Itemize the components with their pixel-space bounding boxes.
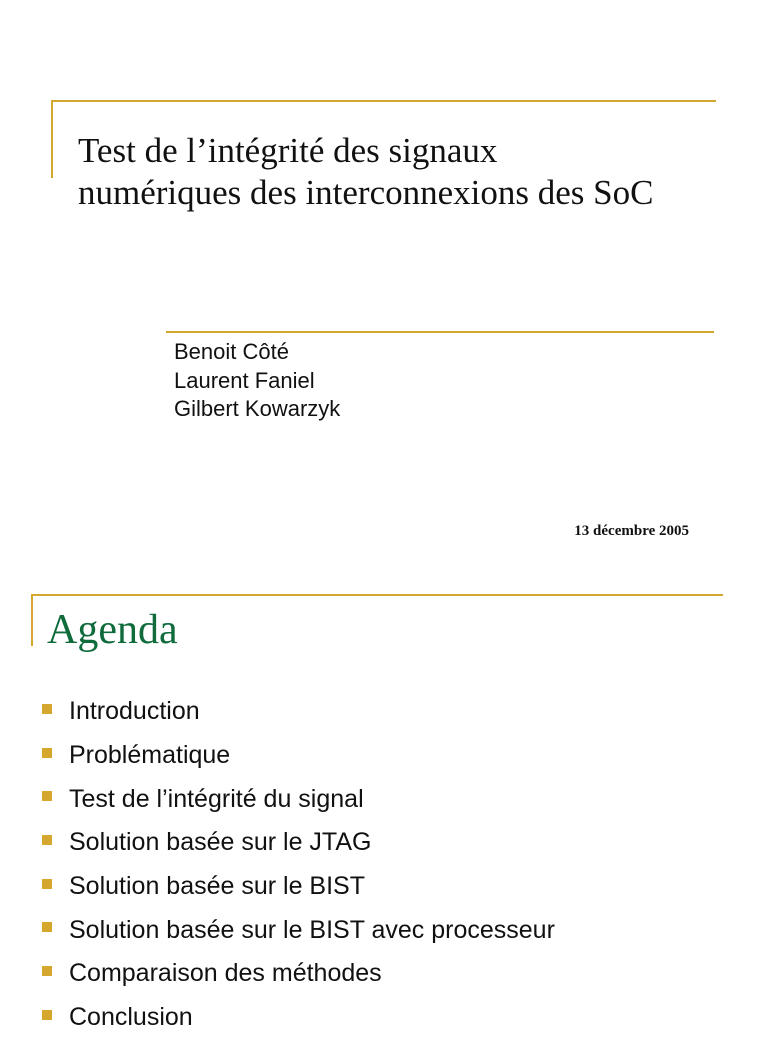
square-bullet-icon [42, 748, 52, 758]
agenda-item-comparaison [42, 952, 742, 996]
agenda-item-label: Solution basée sur le BIST [69, 872, 365, 901]
agenda-item-label: Conclusion [69, 1003, 193, 1032]
square-bullet-icon [42, 922, 52, 932]
square-bullet-icon [42, 835, 52, 845]
author-name: Laurent Faniel [174, 367, 315, 393]
author-name: Gilbert Kowarzyk [174, 396, 341, 421]
author-name: Benoit Côté [174, 339, 289, 364]
agenda-item-problematique [42, 734, 742, 778]
agenda-slide [0, 580, 768, 1032]
agenda-item-label: Problématique [69, 741, 231, 770]
agenda-frame-top-rule [32, 594, 723, 596]
agenda-item-label: Solution basée sur le JTAG [69, 828, 372, 857]
agenda-list [42, 690, 742, 1040]
square-bullet-icon [42, 704, 52, 714]
presentation-title-line-2: numériques des interconnexions des SoC [78, 173, 654, 212]
agenda-item-test-integrite [42, 777, 742, 821]
title-frame-top-rule [52, 100, 716, 102]
agenda-item-solution-jtag [42, 821, 742, 865]
agenda-title: Agenda [47, 607, 178, 653]
agenda-item-solution-bist [42, 865, 742, 909]
agenda-item-conclusion [42, 996, 742, 1040]
agenda-item-introduction [42, 690, 742, 734]
agenda-item-label: Solution basée sur le BIST avec processeur [69, 915, 555, 944]
agenda-item-label: Introduction [69, 697, 200, 726]
authors-divider [166, 331, 714, 333]
square-bullet-icon [42, 966, 52, 976]
agenda-frame-left-rule [31, 594, 33, 646]
title-frame-left-rule [51, 100, 53, 178]
author-list [174, 338, 340, 424]
square-bullet-icon [42, 1010, 52, 1020]
agenda-item-solution-bist-processeur [42, 908, 742, 952]
presentation-title [78, 130, 738, 214]
presentation-title-line-1: Test de l’intégrité des signaux [78, 131, 498, 170]
agenda-item-label: Test de l’intégrité du signal [69, 784, 364, 813]
presentation-date: 13 décembre 2005 [574, 523, 689, 539]
square-bullet-icon [42, 791, 52, 801]
square-bullet-icon [42, 879, 52, 889]
agenda-item-label: Comparaison des méthodes [69, 959, 382, 988]
